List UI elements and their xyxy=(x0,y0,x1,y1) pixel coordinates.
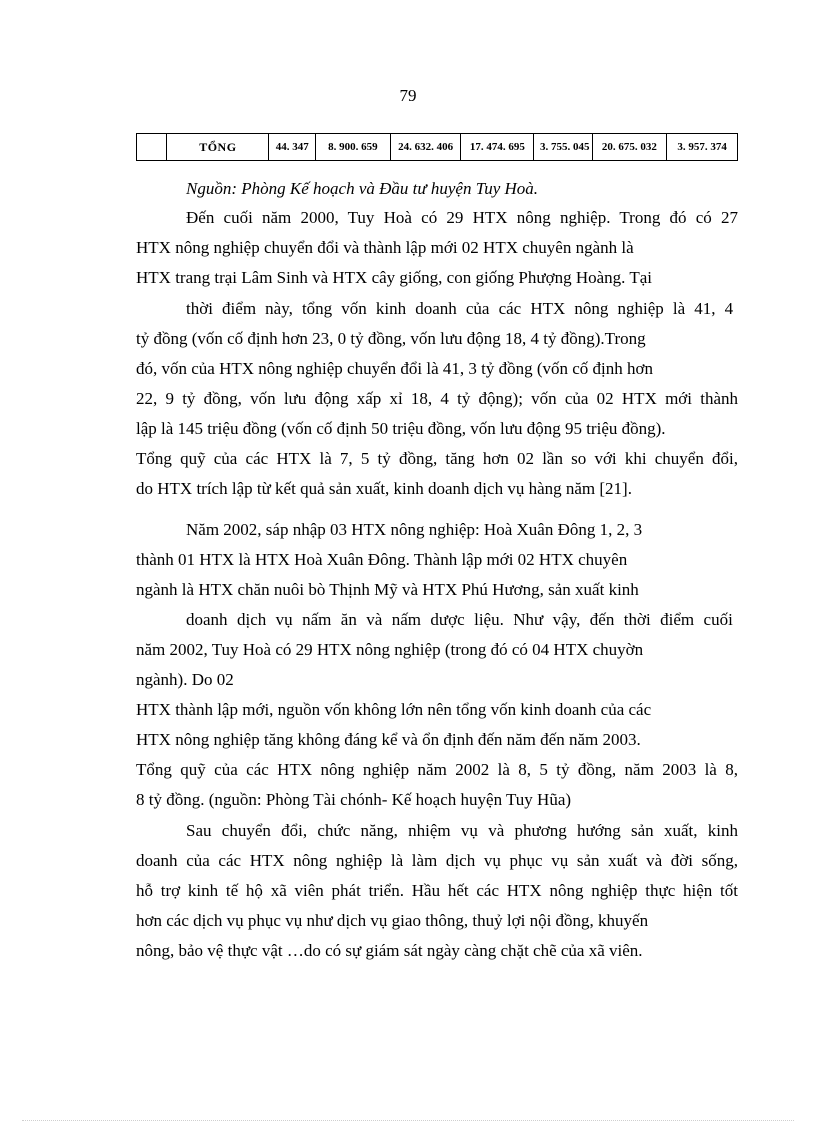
text-line: Sau chuyển đổi, chức năng, nhiệm vụ và phương hướng sản xuất, kinh xyxy=(186,821,738,840)
text-line: hỗ trợ kinh tế hộ xã viên phát triển. Hầu hết các HTX nông nghiệp thực hiện tốt xyxy=(136,881,738,900)
table-row xyxy=(137,134,738,161)
table-cell: 20. 675. 032 xyxy=(592,134,667,161)
text-line: hơn các dịch vụ phục vụ như dịch vụ giao thông, thuỷ lợi nội đồng, khuyến xyxy=(136,911,649,930)
text-line: HTX trang trại Lâm Sinh và HTX cây giống, con giống Phượng Hoàng. Tại xyxy=(136,268,652,287)
table-cell: 44. 347 xyxy=(269,134,316,161)
text-line: HTX nông nghiệp tăng không đáng kể và ổn định đến năm đến năm 2003. xyxy=(136,730,641,749)
text-line: do HTX trích lập từ kết quả sản xuất, kinh doanh dịch vụ hàng năm [21]. xyxy=(136,479,632,498)
table-cell-label: TỔNG xyxy=(167,134,269,161)
page-number: 79 xyxy=(399,86,417,105)
text-line: Năm 2002, sáp nhập 03 HTX nông nghiệp: Hoà Xuân Đông 1, 2, 3 xyxy=(186,520,643,539)
source-note: Nguồn: Phòng Kế hoạch và Đầu tư huyện Tuy Hoà. xyxy=(186,179,539,198)
text-line: HTX thành lập mới, nguồn vốn không lớn nên tổng vốn kinh doanh của các xyxy=(136,700,652,719)
text-line: nông, bảo vệ thực vật …do có sự giám sát ngày càng chặt chẽ của xã viên. xyxy=(136,941,643,960)
table-cell: 3. 957. 374 xyxy=(667,134,738,161)
text-line: Đến cuối năm 2000, Tuy Hoà có 29 HTX nông nghiệp. Trong đó có 27 xyxy=(186,208,738,227)
text-line: ngành). Do 02 xyxy=(136,670,234,689)
text-line: ngành là HTX chăn nuôi bò Thịnh Mỹ và HTX Phú Hương, sản xuất kinh xyxy=(136,580,639,599)
text-line: doanh của các HTX nông nghiệp là làm dịch vụ phục vụ sản xuất và đời sống, xyxy=(136,851,738,870)
text-line: thành 01 HTX là HTX Hoà Xuân Đông. Thành lập mới 02 HTX chuyên xyxy=(136,550,628,569)
text-line: 8 tỷ đồng. (nguồn: Phòng Tài chónh- Kế hoạch huyện Tuy Hũa) xyxy=(136,790,572,809)
table-cell-empty xyxy=(137,134,167,161)
text-line: HTX nông nghiệp chuyển đổi và thành lập mới 02 HTX chuyên ngành là xyxy=(136,238,634,257)
table-cell: 24. 632. 406 xyxy=(390,134,461,161)
text-line: thời điểm này, tổng vốn kinh doanh của các HTX nông nghiệp là 41, 4 xyxy=(186,299,734,318)
text-line: Tổng quỹ của các HTX nông nghiệp năm 2002 là 8, 5 tỷ đồng, năm 2003 là 8, xyxy=(136,760,738,779)
table-cell: 3. 755. 045 xyxy=(534,134,592,161)
text-line: năm 2002, Tuy Hoà có 29 HTX nông nghiệp (trong đó có 04 HTX chuyờn xyxy=(136,640,644,659)
text-line: lập là 145 triệu đồng (vốn cố định 50 triệu đồng, vốn lưu động 95 triệu đồng). xyxy=(136,419,666,438)
text-line: tỷ đồng (vốn cố định hơn 23, 0 tỷ đồng, vốn lưu động 18, 4 tỷ đồng).Trong xyxy=(136,329,646,348)
text-line: đó, vốn của HTX nông nghiệp chuyển đổi là 41, 3 tỷ đồng (vốn cố định hơn xyxy=(136,359,654,378)
table-cell: 17. 474. 695 xyxy=(461,134,534,161)
text-line: Tổng quỹ của các HTX là 7, 5 tỷ đồng, tăng hơn 02 lần so với khi chuyển đổi, xyxy=(136,449,738,468)
text-line: doanh dịch vụ nấm ăn và nấm dược liệu. Như vậy, đến thời điểm cuối xyxy=(186,610,733,629)
page-bottom-border xyxy=(22,1120,794,1121)
table-cell: 8. 900. 659 xyxy=(316,134,391,161)
text-line: 22, 9 tỷ đồng, vốn lưu động xấp xỉ 18, 4 tỷ động); vốn của 02 HTX mới thành xyxy=(136,389,738,408)
summary-table xyxy=(136,133,738,161)
